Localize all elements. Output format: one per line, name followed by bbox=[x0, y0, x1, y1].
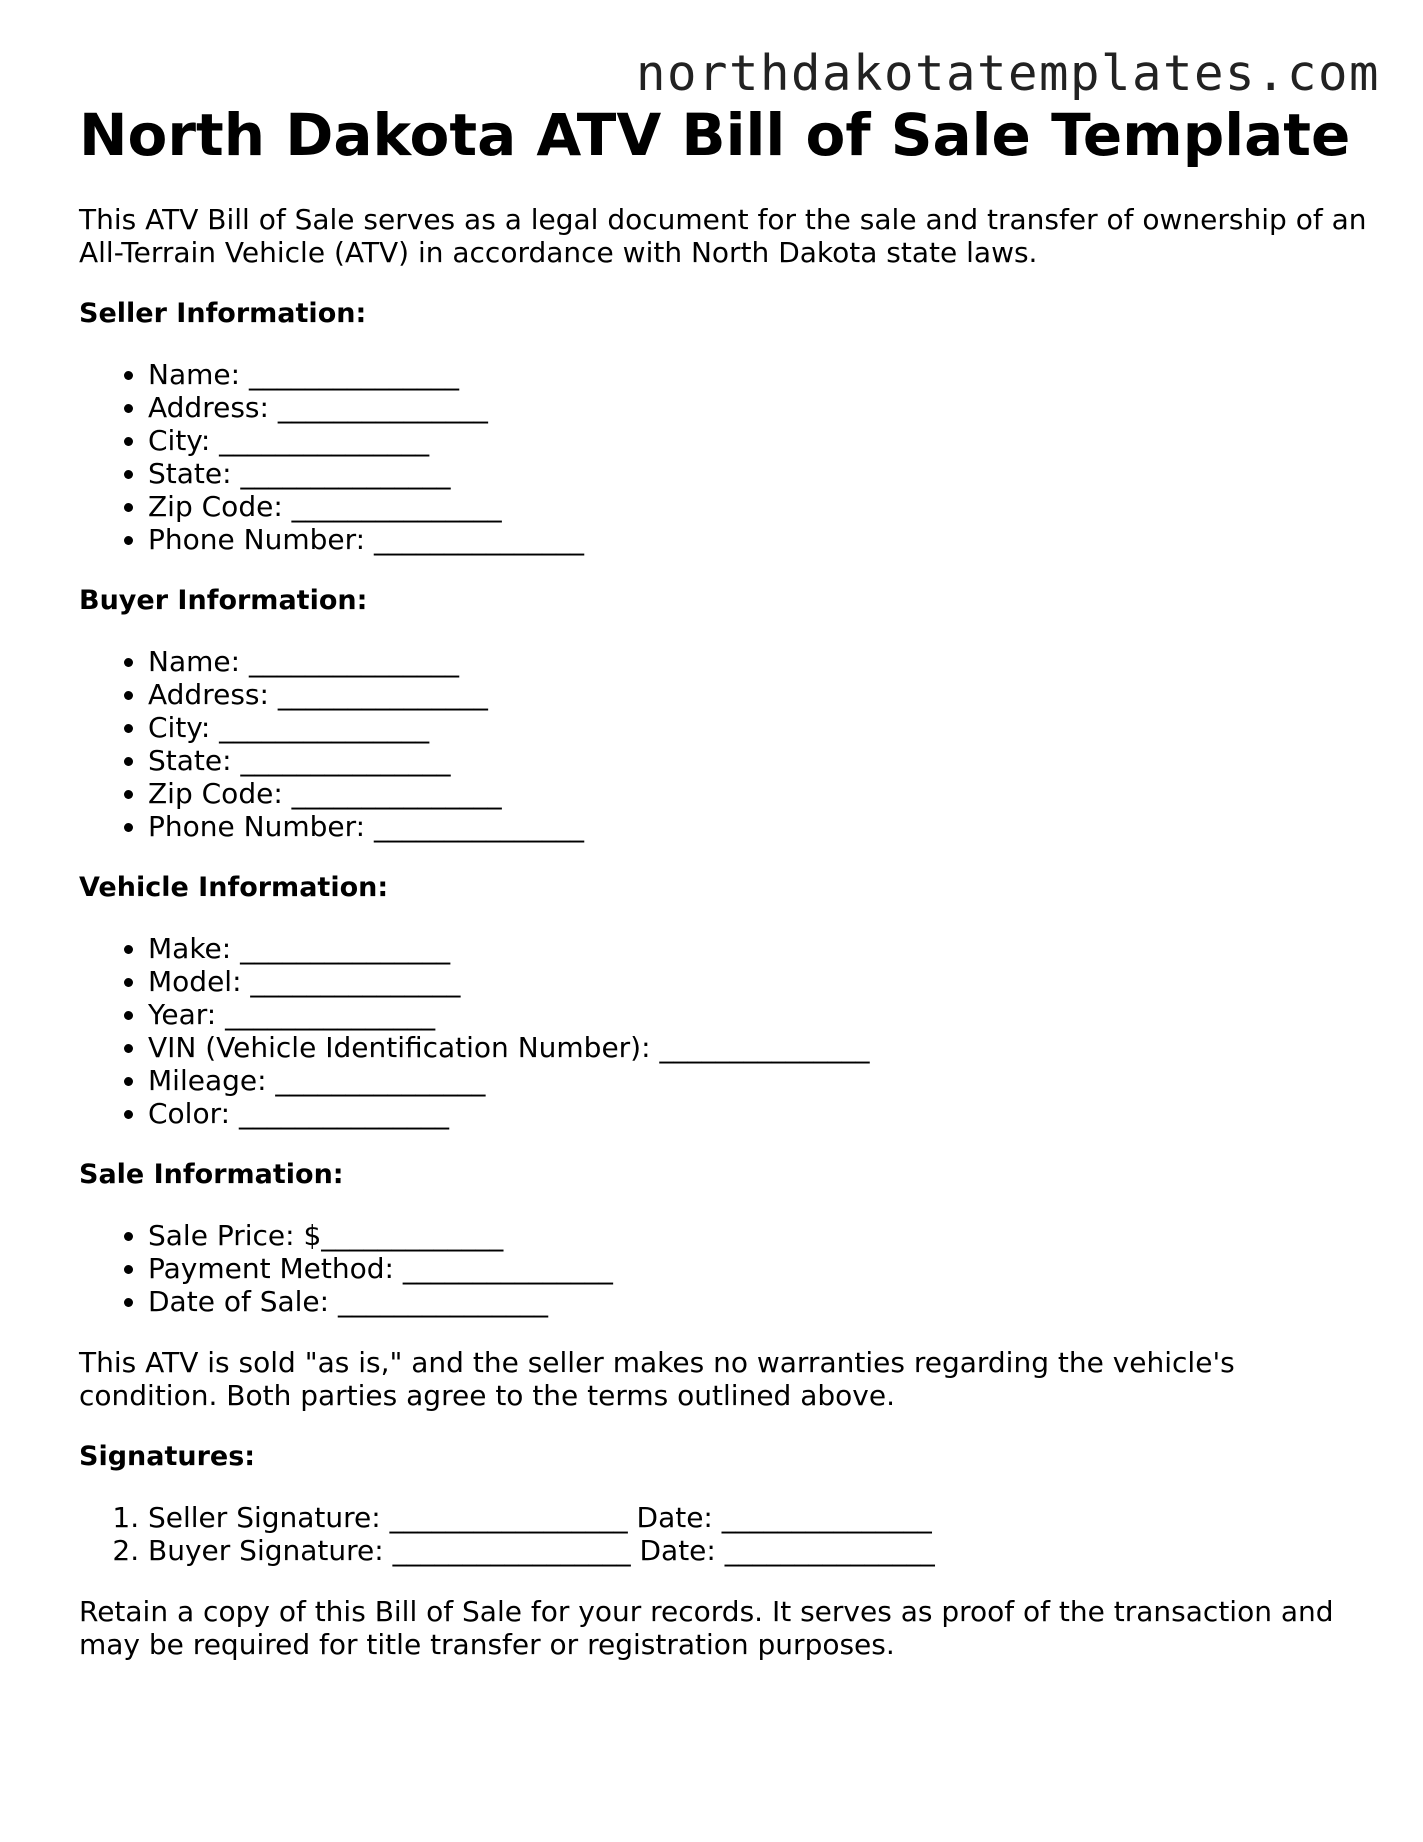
vehicle-vin-field: • VIN (Vehicle Identification Number): _______________ bbox=[148, 1031, 1369, 1064]
seller-city-field: • City: _______________ bbox=[148, 424, 1369, 457]
buyer-city-field: • City: _______________ bbox=[148, 711, 1369, 744]
seller-phone-field: • Phone Number: _______________ bbox=[148, 523, 1369, 556]
vehicle-model-field: • Model: _______________ bbox=[148, 965, 1369, 998]
intro-paragraph: This ATV Bill of Sale serves as a legal document for the sale and transfer of ownership of an All-Terrain Vehicle (ATV) in accordance with North Dakota state laws. bbox=[79, 203, 1367, 269]
buyer-signature-line: 2. Buyer Signature: _________________ Date: _______________ bbox=[148, 1534, 1369, 1567]
vehicle-year-field: • Year: _______________ bbox=[148, 998, 1369, 1031]
vehicle-mileage-field: • Mileage: _______________ bbox=[148, 1064, 1369, 1097]
seller-signature-line: 1. Seller Signature: _________________ Date: _______________ bbox=[148, 1501, 1369, 1534]
document-title: North Dakota ATV Bill of Sale Template bbox=[79, 101, 1351, 169]
seller-name-field: • Name: _______________ bbox=[148, 358, 1369, 391]
buyer-field-list bbox=[79, 645, 1369, 843]
seller-zip-field: • Zip Code: _______________ bbox=[148, 490, 1369, 523]
sale-heading: Sale Information: bbox=[79, 1159, 344, 1190]
sale-price-field: • Sale Price: $_____________ bbox=[148, 1219, 1369, 1252]
seller-field-list bbox=[79, 358, 1369, 556]
document-content bbox=[79, 95, 1369, 1661]
buyer-address-field: • Address: _______________ bbox=[148, 678, 1369, 711]
seller-address-field: • Address: _______________ bbox=[148, 391, 1369, 424]
site-watermark: northdakotatemplates.com bbox=[635, 45, 1380, 102]
date-of-sale-field: • Date of Sale: _______________ bbox=[148, 1285, 1369, 1318]
sale-field-list bbox=[79, 1219, 1369, 1318]
vehicle-make-field: • Make: _______________ bbox=[148, 932, 1369, 965]
closing-paragraph: Retain a copy of this Bill of Sale for your records. It serves as proof of the transaction and may be required for title transfer or registration purposes. bbox=[79, 1595, 1334, 1661]
payment-method-field: • Payment Method: _______________ bbox=[148, 1252, 1369, 1285]
seller-heading: Seller Information: bbox=[79, 298, 367, 329]
vehicle-color-field: • Color: _______________ bbox=[148, 1097, 1369, 1130]
seller-state-field: • State: _______________ bbox=[148, 457, 1369, 490]
buyer-zip-field: • Zip Code: _______________ bbox=[148, 777, 1369, 810]
vehicle-heading: Vehicle Information: bbox=[79, 872, 389, 903]
as-is-paragraph: This ATV is sold "as is," and the seller makes no warranties regarding the vehicle's condition. Both parties agree to the terms outlined above. bbox=[79, 1346, 1235, 1412]
buyer-heading: Buyer Information: bbox=[79, 585, 368, 616]
buyer-phone-field: • Phone Number: _______________ bbox=[148, 810, 1369, 843]
signatures-heading: Signatures: bbox=[79, 1441, 256, 1472]
vehicle-field-list bbox=[79, 932, 1369, 1130]
buyer-state-field: • State: _______________ bbox=[148, 744, 1369, 777]
signature-list bbox=[79, 1501, 1369, 1567]
buyer-name-field: • Name: _______________ bbox=[148, 645, 1369, 678]
